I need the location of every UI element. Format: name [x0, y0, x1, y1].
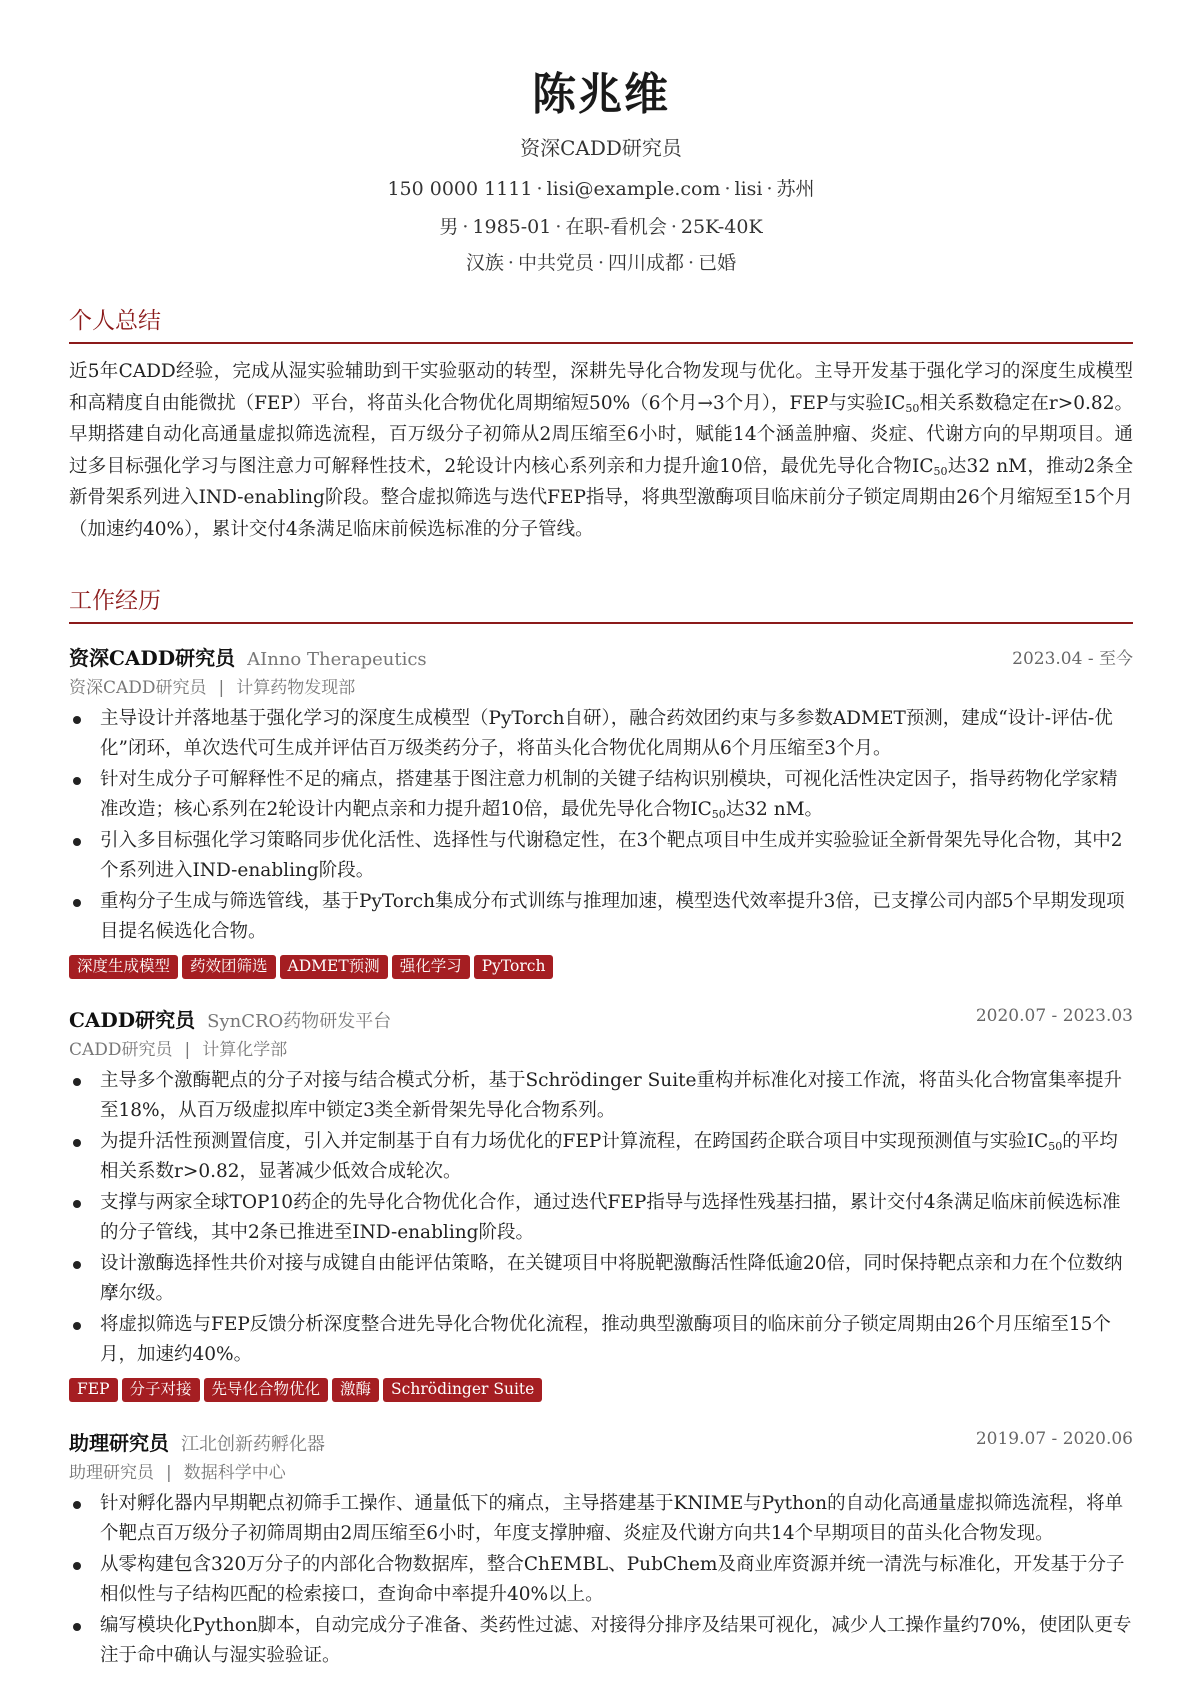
- bullet-item: 从零构建包含320万分子的内部化合物数据库，整合ChEMBL、PubChem及商业库资源并统一清洗与标准化，开发基于分子相似性与子结构匹配的检索接口，查询命中率提升40%以上。: [69, 1550, 1133, 1610]
- bullet-item: 主导多个激酶靶点的分子对接与结合模式分析，基于Schrödinger Suite重构并标准化对接工作流，将苗头化合物富集率提升至18%，从百万级虚拟库中锁定3类全新骨架先导化合物系列。: [69, 1066, 1133, 1126]
- political-status: 中共党员: [517, 252, 594, 274]
- bullet-item: 引入多目标强化学习策略同步优化活性、选择性与代谢稳定性，在3个靶点项目中生成并实验验证全新骨架先导化合物，其中2个系列进入IND-enabling阶段。: [69, 826, 1133, 886]
- job-header: [69, 642, 1133, 672]
- job-date: 2020.07 - 2023.03: [975, 1006, 1133, 1026]
- summary-sub-1: 50: [905, 401, 920, 415]
- candidate-role: 资深CADD研究员: [520, 136, 682, 160]
- bullet-item: 主导设计并落地基于强化学习的深度生成模型（PyTorch自研），融合药效团约束与多参数ADMET预测，建成“设计-评估-优化”闭环，单次迭代可生成并评估百万级类药分子，将苗头化合物优化周期从6个月压缩至3个月。: [69, 704, 1133, 764]
- job-entry: [69, 1004, 1133, 1404]
- skill-tags: [69, 955, 1133, 981]
- job-header: [69, 1427, 1133, 1457]
- bullet-item: 支撑与两家全球TOP10药企的先导化合物优化合作，通过迭代FEP指导与选择性残基扫描，累计交付4条满足临床前候选标准的分子管线，其中2条已推进至IND-enabling阶段。: [69, 1188, 1133, 1248]
- bullet-item: 针对生成分子可解释性不足的痛点，搭建基于图注意力机制的关键子结构识别模块，可视化活性决定因子，指导药物化学家精准改造；核心系列在2轮设计内靶点亲和力提升超10倍，最优先导化合物$IC_{50}$达32 nM。: [69, 765, 1133, 825]
- bullet-item: 重构分子生成与筛选管线，基于PyTorch集成分布式训练与推理加速，模型迭代效率提升3倍，已支撑公司内部5个早期发现项目提名候选化合物。: [69, 887, 1133, 947]
- job-date: 2019.07 - 2020.06: [975, 1429, 1133, 1449]
- marital-status: 已婚: [698, 252, 737, 274]
- skill-tag: 先导化合物优化: [204, 1378, 329, 1402]
- skill-tag: ADMET预测: [280, 955, 388, 979]
- bullet-item: 针对孵化器内早期靶点初筛手工操作、通量低下的痛点，主导搭建基于KNIME与Python的自动化高通量虚拟筛选流程，将单个靶点百万级分子初筛周期由2周压缩至6小时，年度支撑肿瘤、炎症及代谢方向共14个早期项目的苗头化合物发现。: [69, 1489, 1133, 1549]
- hometown: 四川成都: [608, 252, 685, 274]
- job-date: 2023.04 - 至今: [1012, 649, 1133, 669]
- job-title: CADD研究员: [69, 1008, 196, 1032]
- basic-info-line: 男 · 1985-01 · 在职-看机会 · 25K-40K: [439, 216, 763, 238]
- job-company: AInno Therapeutics: [247, 649, 427, 670]
- job-position: 助理研究员: [69, 1463, 154, 1483]
- summary-part-3: 达32 nM，推动2条全新骨架系列进入IND-enabling阶段。整合虚拟筛选与迭代FEP指导，将典型激酶项目临床前分子锁定周期由26个月缩短至15个月（加速约40%），累计交付4条满足临床前候选标准的分子管线。: [69, 455, 1133, 540]
- job-company: 江北创新药孵化器: [181, 1434, 325, 1455]
- bullet-item: 将虚拟筛选与FEP反馈分析深度整合进先导化合物优化流程，推动典型激酶项目的临床前分子锁定周期由26个月压缩至15个月，加速约40%。: [69, 1310, 1133, 1370]
- summary-part-2: 相关系数稳定在r>0.82。早期搭建自动化高通量虚拟筛选流程，百万级分子初筛从2周压缩至6小时，赋能14个涵盖肿瘤、炎症、代谢方向的早期项目。通过多目标强化学习与图注意力可解释性技术，2轮设计内核心系列亲和力提升逾10倍，最优先导化合物IC: [69, 392, 1133, 477]
- job-subtitle: CADD研究员 | 计算化学部: [69, 1040, 288, 1060]
- skill-tags: [69, 1378, 1133, 1404]
- gender: 男: [439, 216, 459, 238]
- job-bullets: [69, 704, 1133, 947]
- salary: 25K-40K: [680, 216, 763, 238]
- city: 苏州: [776, 178, 815, 200]
- job-bullets: [69, 1066, 1133, 1370]
- summary-text: [69, 356, 1133, 545]
- job-entry: [69, 642, 1133, 981]
- experience-section-title: 工作经历: [69, 588, 161, 614]
- ethnicity: 汉族: [465, 252, 504, 274]
- wechat: lisi: [734, 178, 763, 200]
- job-title: 资深CADD研究员: [69, 646, 236, 670]
- skill-tag: 激酶: [332, 1378, 379, 1402]
- job-title: 助理研究员: [69, 1431, 169, 1455]
- skill-tag: 强化学习: [392, 955, 470, 979]
- job-company: SynCRO药物研发平台: [207, 1011, 392, 1032]
- job-position: 资深CADD研究员: [69, 678, 207, 698]
- bullet-item: 编写模块化Python脚本，自动完成分子准备、类药性过滤、对接得分排序及结果可视化，减少人工操作量约70%，使团队更专注于命中确认与湿实验验证。: [69, 1611, 1133, 1671]
- skill-tag: 分子对接: [122, 1378, 200, 1402]
- skill-tag: FEP: [69, 1378, 118, 1402]
- contact-line: 150 0000 1111 · lisi@example.com · lisi · 苏州: [387, 178, 815, 200]
- summary-section-title: 个人总结: [69, 308, 161, 334]
- candidate-name: 陈兆维: [532, 69, 670, 120]
- skill-tag: 深度生成模型: [69, 955, 178, 979]
- job-entry: [69, 1427, 1133, 1672]
- job-dept: 数据科学中心: [183, 1463, 286, 1483]
- bullet-item: 设计激酶选择性共价对接与成键自由能评估策略，在关键项目中将脱靶激酶活性降低逾20倍，同时保持靶点亲和力在个位数纳摩尔级。: [69, 1249, 1133, 1309]
- job-subtitle: 助理研究员 | 数据科学中心: [69, 1463, 286, 1483]
- summary-rule: [69, 342, 1133, 344]
- job-dept: 计算药物发现部: [236, 678, 356, 698]
- experience-rule: [69, 622, 1133, 624]
- extra-info-line: 汉族 · 中共党员 · 四川成都 · 已婚: [465, 252, 737, 274]
- bullet-item: 为提升活性预测置信度，引入并定制基于自有力场优化的FEP计算流程，在跨国药企联合项目中实现预测值与实验$IC_{50}$的平均相关系数r>0.82，显著减少低效合成轮次。: [69, 1127, 1133, 1187]
- summary-sub-2: 50: [933, 464, 948, 478]
- job-bullets: [69, 1489, 1133, 1671]
- skill-tag: Schrödinger Suite: [383, 1378, 542, 1402]
- skill-tag: PyTorch: [474, 955, 554, 979]
- email[interactable]: lisi@example.com: [546, 178, 721, 200]
- job-status: 在职-看机会: [565, 216, 667, 238]
- birth: 1985-01: [472, 216, 552, 238]
- job-position: CADD研究员: [69, 1040, 173, 1060]
- phone: 150 0000 1111: [387, 178, 533, 200]
- job-header: [69, 1004, 1133, 1034]
- summary-part-1: 近5年CADD经验，完成从湿实验辅助到干实验驱动的转型，深耕先导化合物发现与优化。主导开发基于强化学习的深度生成模型和高精度自由能微扰（FEP）平台，将苗头化合物优化周期缩短50%（6个月→3个月），FEP与实验IC: [69, 361, 1133, 414]
- job-subtitle: 资深CADD研究员 | 计算药物发现部: [69, 678, 356, 698]
- job-dept: 计算化学部: [202, 1040, 288, 1060]
- skill-tag: 药效团筛选: [182, 955, 276, 979]
